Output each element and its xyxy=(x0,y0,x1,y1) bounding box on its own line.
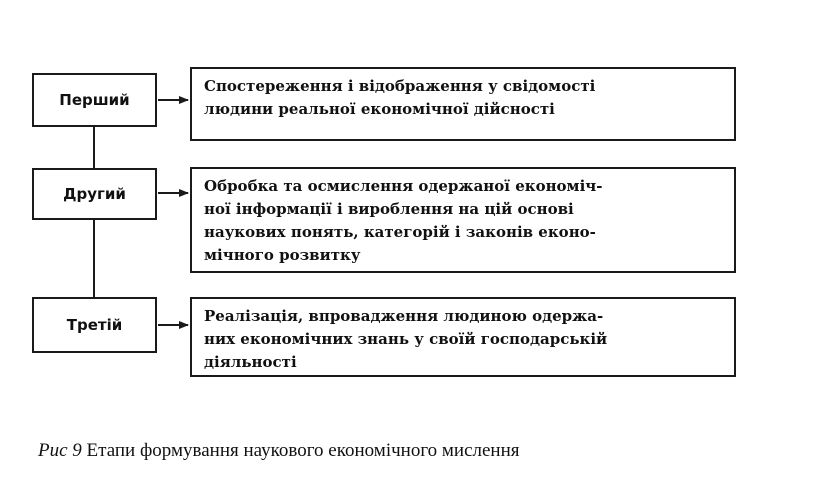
stage-label-second: Другий xyxy=(63,185,126,203)
description-box-third xyxy=(190,297,736,377)
description-box-second xyxy=(190,167,736,273)
stage-label-first: Перший xyxy=(59,91,130,109)
stage-box-first xyxy=(32,73,157,127)
description-line: наукових понять, категорій і законів еконо- xyxy=(204,223,596,241)
description-box-first xyxy=(190,67,736,141)
description-line: мічного розвитку xyxy=(204,246,361,264)
description-line: Реалізація, впровадження людиною одержа- xyxy=(204,307,604,325)
description-line: ної інформації і вироблення на цій основі xyxy=(204,200,574,218)
description-line: людини реальної економічної дійсності xyxy=(204,100,555,118)
description-line: Обробка та осмислення одержаної економіч- xyxy=(204,177,603,195)
description-line: Спостереження і відображення у свідомості xyxy=(204,77,596,95)
stage-box-third xyxy=(32,297,157,353)
figure-caption xyxy=(38,440,520,462)
description-line: діяльності xyxy=(204,353,297,371)
caption-label: Рис 9 xyxy=(38,440,82,461)
caption-text: Етапи формування наукового економічного мислення xyxy=(86,440,520,461)
description-line: них економічних знань у своїй господарській xyxy=(204,330,608,348)
stage-box-second xyxy=(32,168,157,220)
stage-label-third: Третій xyxy=(66,316,123,334)
